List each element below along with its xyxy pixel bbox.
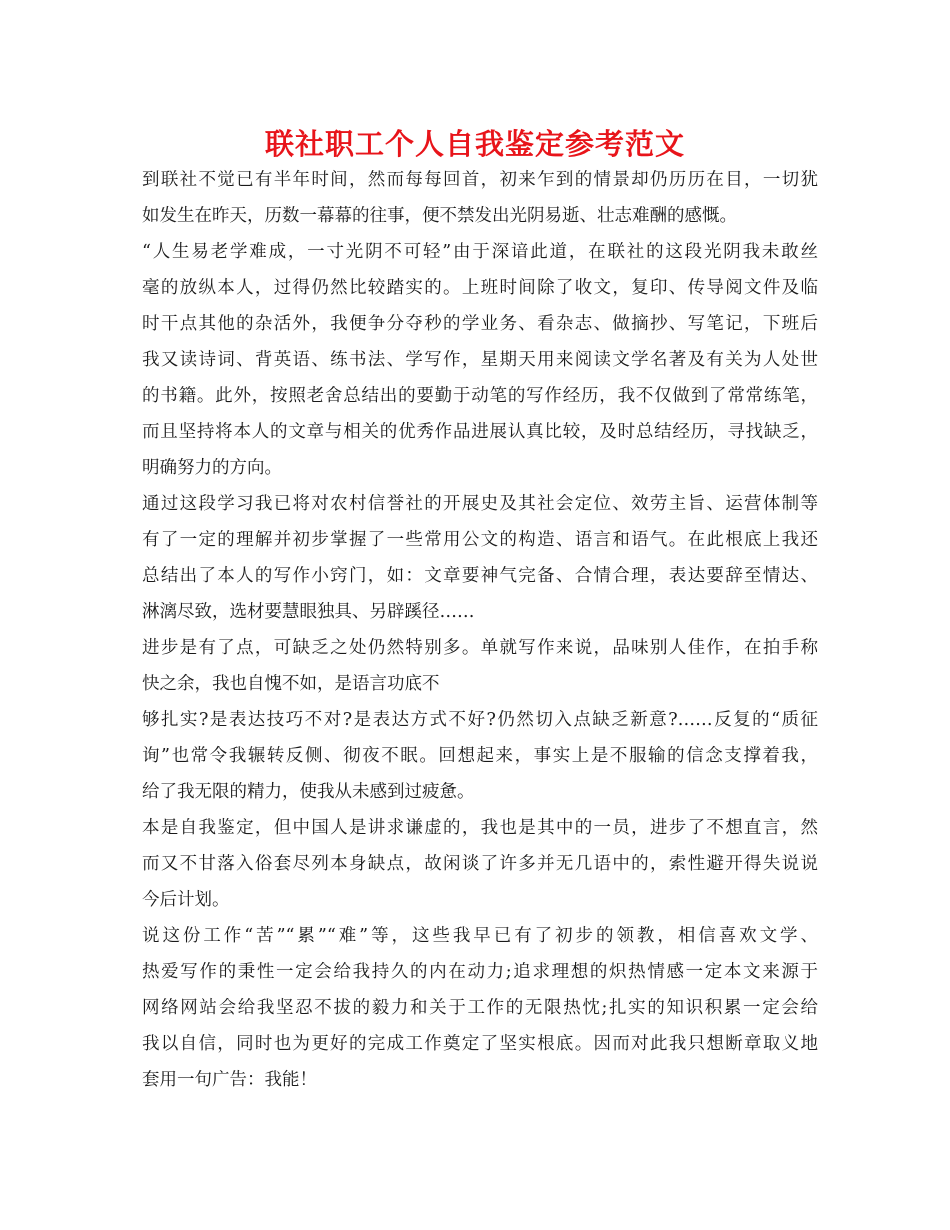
body-line: 通过这段学习我已将对农村信誉社的开展史及其社会定位、效劳主旨、运营体制等 — [142, 494, 818, 514]
body-line: 我以自信，同时也为更好的完成工作奠定了坚实根底。因而对此我只想断章取义地 — [142, 1034, 818, 1054]
body-line: 的书籍。此外，按照老舍总结出的要勤于动笔的写作经历，我不仅做到了常常练笔， — [142, 386, 818, 406]
body-line: 总结出了本人的写作小窍门，如：文章要神气完备、合情合理，表达要辞至情达、 — [142, 566, 818, 586]
body-line: 今后计划。 — [142, 890, 230, 910]
body-line: 快之余，我也自愧不如，是语言功底不 — [142, 674, 440, 694]
body-line: 淋漓尽致，选材要慧眼独具、另辟蹊径…… — [142, 602, 475, 622]
body-line: 明确努力的方向。 — [142, 458, 282, 478]
body-line: 时干点其他的杂活外，我便争分夺秒的学业务、看杂志、做摘抄、写笔记，下班后 — [142, 314, 818, 334]
body-line: 有了一定的理解并初步掌握了一些常用公文的构造、语言和语气。在此根底上我还 — [142, 530, 818, 550]
document-title: 联社职工个人自我鉴定参考范文 — [264, 127, 685, 161]
document-body — [142, 162, 818, 1098]
body-line: 我又读诗词、背英语、练书法、学写作，星期天用来阅读文学名著及有关为人处世 — [142, 350, 818, 370]
body-line: 询”也常令我辗转反侧、彻夜不眠。回想起来，事实上是不服输的信念支撑着我， — [142, 746, 818, 766]
body-line: 热爱写作的秉性一定会给我持久的内在动力;追求理想的炽热情感一定本文来源于 — [142, 962, 818, 982]
body-line: 够扎实?是表达技巧不对?是表达方式不好?仍然切入点缺乏新意?……反复的“质征 — [142, 710, 818, 730]
body-line: 本是自我鉴定，但中国人是讲求谦虚的，我也是其中的一员，进步了不想直言，然 — [142, 818, 818, 838]
body-line: 而且坚持将本人的文章与相关的优秀作品进展认真比较，及时总结经历，寻找缺乏， — [142, 422, 818, 442]
body-line: 网络网站会给我坚忍不拔的毅力和关于工作的无限热忱;扎实的知识积累一定会给 — [142, 998, 818, 1018]
body-line: 如发生在昨天，历数一幕幕的往事，便不禁发出光阴易逝、壮志难酬的感慨。 — [142, 206, 737, 226]
body-line: 套用一句广告：我能！ — [142, 1070, 317, 1090]
body-line: 而又不甘落入俗套尽列本身缺点，故闲谈了许多并无几语中的，索性避开得失说说 — [142, 854, 818, 874]
body-line: “人生易老学难成，一寸光阴不可轻”由于深谙此道，在联社的这段光阴我未敢丝 — [142, 242, 818, 262]
body-line: 到联社不觉已有半年时间，然而每每回首，初来乍到的情景却仍历历在目，一切犹 — [142, 170, 818, 190]
body-line: 说这份工作“苦”“累”“难”等，这些我早已有了初步的领教，相信喜欢文学、 — [142, 926, 818, 946]
body-line: 进步是有了点，可缺乏之处仍然特别多。单就写作来说，品味别人佳作，在拍手称 — [142, 638, 818, 658]
body-line: 毫的放纵本人，过得仍然比较踏实的。上班时间除了收文，复印、传导阅文件及临 — [142, 278, 818, 298]
body-line: 给了我无限的精力，使我从未感到过疲惫。 — [142, 782, 475, 802]
